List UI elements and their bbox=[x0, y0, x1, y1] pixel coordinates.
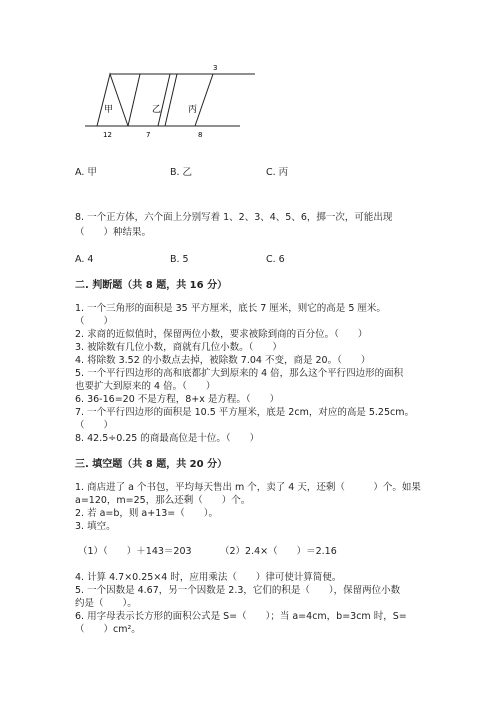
q7-option-c: C. 丙 bbox=[266, 167, 289, 178]
label-top: 3 bbox=[213, 64, 218, 72]
s3-fill-1: （1）（ ）＋143＝203 bbox=[78, 546, 192, 557]
s3-line: a=120，m=25，那么还剩（ ）个。 bbox=[75, 495, 251, 506]
section2-heading: 二. 判断题（共 8 题，共 16 分） bbox=[75, 280, 228, 291]
parallelogram-figure bbox=[70, 58, 270, 148]
q7-option-b: B. 乙 bbox=[170, 167, 193, 178]
s3-line: 5. 一个因数是 4.67，另一个因数是 2.3，它们的积是（ ），保留两位小数 bbox=[75, 585, 401, 596]
shape-label-yi: 乙 bbox=[152, 105, 162, 115]
q7-option-a: A. 甲 bbox=[75, 167, 97, 178]
s2-line: 1. 一个三角形的面积是 35 平方厘米，底长 7 厘米，则它的高是 5 厘米。 bbox=[75, 303, 386, 314]
q8-option-a: A. 4 bbox=[75, 254, 94, 265]
s2-line: 2. 求商的近似值时，保留两位小数，要求被除到商的百分位。（ ） bbox=[75, 329, 368, 340]
q8-line1: 8. 一个正方体，六个面上分别写着 1、2、3、4、5、6，掷一次，可能出现 bbox=[75, 212, 393, 223]
s2-line: （ ） bbox=[75, 420, 114, 431]
s3-line: 3. 填空。 bbox=[75, 521, 116, 532]
q8-option-c: C. 6 bbox=[266, 254, 285, 265]
parallelogram-yi bbox=[128, 74, 170, 126]
shape-label-bing: 丙 bbox=[188, 105, 198, 115]
s2-line: 6. 36-16=20 不是方程，8+x 是方程。（ ） bbox=[75, 394, 280, 405]
shape-label-jia: 甲 bbox=[104, 105, 114, 115]
section3-heading: 三. 填空题（共 8 题，共 20 分） bbox=[75, 459, 228, 470]
s3-line: （ ）cm²。 bbox=[75, 624, 141, 635]
q8-line2: （ ）种结果。 bbox=[75, 227, 152, 238]
s2-line: 8. 42.5÷0.25 的商最高位是十位。（ ） bbox=[75, 433, 260, 444]
s3-line: 约是（ ）。 bbox=[75, 598, 137, 609]
shape-bing bbox=[165, 74, 213, 126]
s2-line: 5. 一个平行四边形的高和底都扩大到原来的 4 倍，那么这个平行四边形的面积 bbox=[75, 368, 404, 379]
s2-line: （ ） bbox=[75, 316, 114, 327]
triangle-jia bbox=[97, 74, 128, 126]
label-bottom-7: 7 bbox=[146, 131, 151, 139]
label-bottom-8: 8 bbox=[198, 131, 203, 139]
s2-line: 7. 一个平行四边形的面积是 10.5 平方厘米，底是 2cm，对应的高是 5.25cm。 bbox=[75, 407, 414, 418]
s3-line: 2. 若 a=b，则 a+13=（ ）。 bbox=[75, 508, 219, 519]
q8-option-b: B. 5 bbox=[170, 254, 189, 265]
s3-line: 4. 计算 4.7×0.25×4 时，应用乘法（ ）律可使计算简便。 bbox=[75, 572, 342, 583]
label-bottom-12: 12 bbox=[103, 131, 112, 139]
s2-line: 3. 被除数有几位小数，商就有几位小数。（ ） bbox=[75, 342, 282, 353]
s3-line: 1. 商店进了 a 个书包，平均每天售出 m 个，卖了 4 天，还剩（ ）个。如果 bbox=[75, 482, 421, 493]
s2-line: 4. 将除数 3.52 的小数点去掉，被除数 7.04 不变，商是 20。（ ） bbox=[75, 355, 371, 366]
s3-fill-2: （2）2.4×（ ）＝2.16 bbox=[220, 546, 337, 557]
s2-line: 也要扩大到原来的 4 倍。（ ） bbox=[75, 381, 216, 392]
s3-line: 6. 用字母表示长方形的面积公式是 S=（ ）；当 a=4cm，b=3cm 时，S= bbox=[75, 611, 407, 622]
